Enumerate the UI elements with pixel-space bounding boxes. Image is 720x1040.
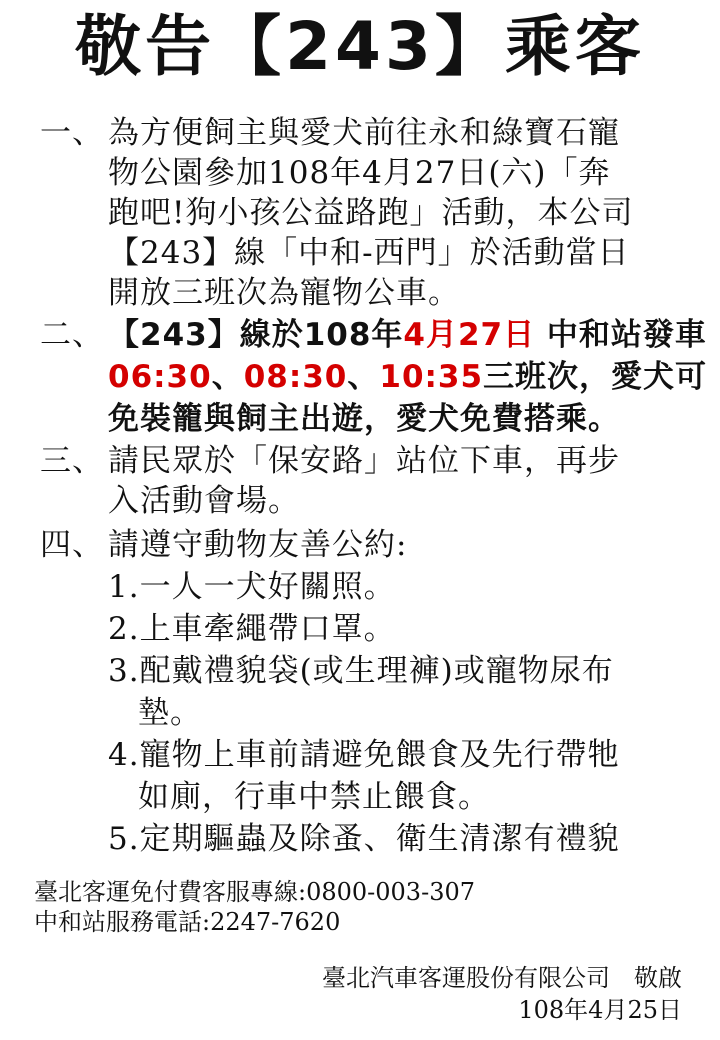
- item2-departure-text: 中和站發車: [535, 317, 707, 353]
- rule-item: 3.配戴禮貌袋(或生理褲)或寵物尿布: [108, 653, 614, 689]
- time-separator: 、: [211, 359, 244, 395]
- hotline: 臺北客運免付費客服專線:0800-003-307: [34, 878, 475, 906]
- rule-item-continued: 如廁，行車中禁止餵食。: [138, 779, 490, 815]
- company-signature: 臺北汽車客運股份有限公司 敬啟: [322, 964, 682, 992]
- item3-line: 請民眾於「保安路」站位下車，再步: [108, 443, 620, 479]
- rule-item-continued: 墊。: [138, 695, 202, 731]
- departure-time: 06:30: [108, 359, 212, 395]
- item3-line: 入活動會場。: [108, 483, 300, 519]
- item1-line: 【243】線「中和-西門」於活動當日: [108, 235, 630, 271]
- station-phone: 中和站服務電話:2247-7620: [34, 908, 341, 936]
- item2-line: [108, 317, 707, 353]
- departure-time: 10:35: [379, 359, 484, 395]
- item2-line: 免裝籠與飼主出遊，愛犬免費搭乘。: [108, 401, 620, 437]
- rule-item: 5.定期驅蟲及除蚤、衛生清潔有禮貌: [108, 821, 620, 857]
- item1-line: 為方便飼主與愛犬前往永和綠寶石寵: [108, 115, 620, 151]
- item1-line: 開放三班次為寵物公車。: [108, 275, 460, 311]
- item4-header: 請遵守動物友善公約:: [108, 527, 408, 563]
- item4-marker: 四、: [40, 527, 104, 563]
- item1-line: 跑吧!狗小孩公益路跑」活動，本公司: [108, 195, 634, 231]
- notice-title: 敬告【243】乘客: [75, 8, 645, 85]
- event-date: 4月27日: [403, 317, 536, 353]
- item2-times-line: [108, 359, 708, 395]
- item3-marker: 三、: [40, 443, 104, 479]
- notice-date: 108年4月25日: [518, 996, 682, 1024]
- time-separator: 、: [347, 359, 380, 395]
- rule-item: 2.上車牽繩帶口罩。: [108, 611, 396, 647]
- item1-marker: 一、: [40, 115, 104, 151]
- item1-line: 物公園參加108年4月27日(六)「奔: [108, 155, 611, 191]
- item2-marker: 二、: [40, 317, 104, 353]
- rule-item: 1.一人一犬好關照。: [108, 569, 396, 605]
- departure-time: 08:30: [243, 359, 348, 395]
- item2-times-tail: 三班次，愛犬可: [483, 359, 708, 395]
- item2-route-text: 【243】線於108年: [108, 317, 404, 353]
- rule-item: 4.寵物上車前請避免餵食及先行帶牠: [108, 737, 620, 773]
